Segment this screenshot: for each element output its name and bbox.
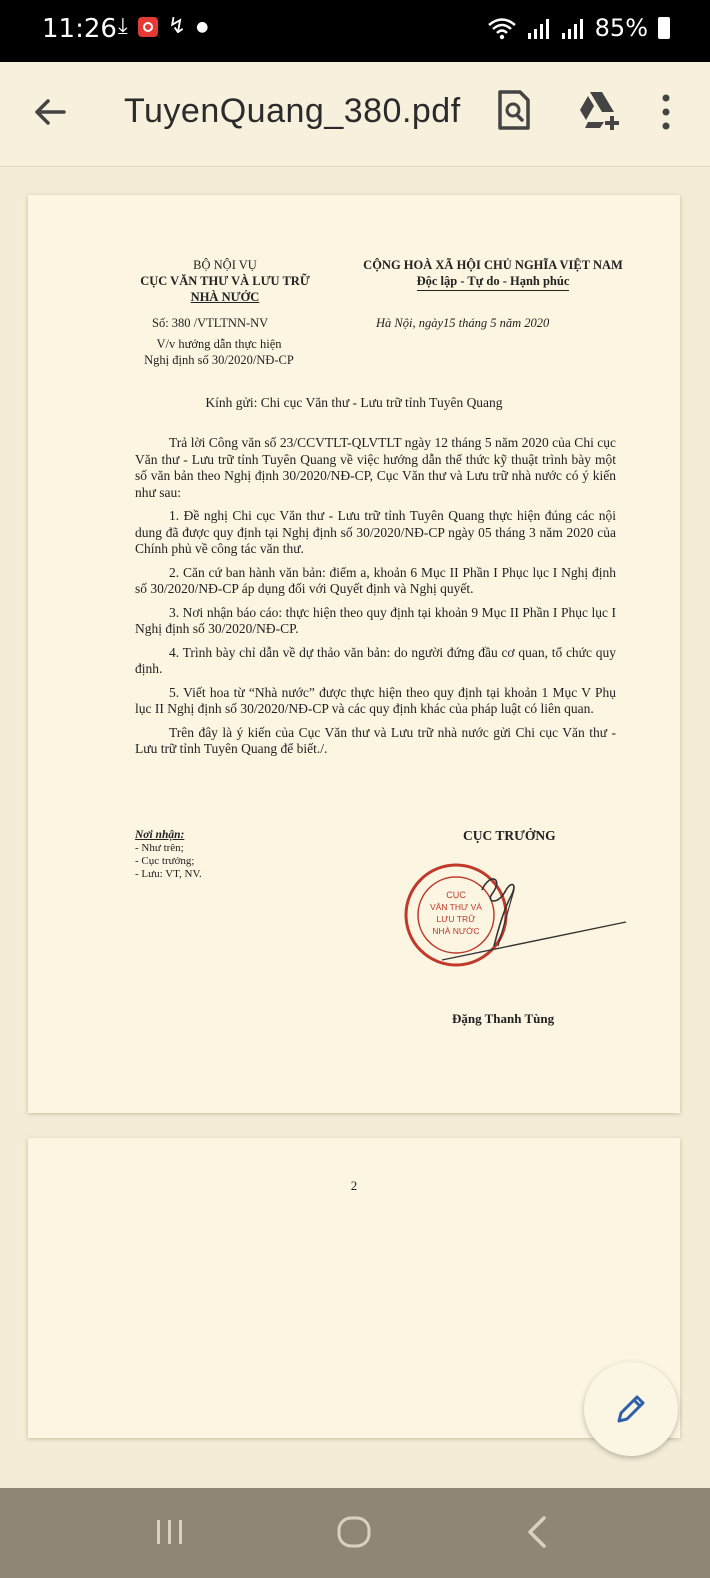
paragraph: Trên đây là ý kiến của Cục Văn thư và Lưu trữ nhà nước gửi Chi cục Văn thư - Lưu trữ tỉnh Tuyên Quang để biết./. [135, 724, 616, 756]
pencil-edit-icon [613, 1391, 649, 1427]
document-title: TuyenQuang_380.pdf [124, 92, 461, 130]
recipients-title: Nơi nhận: [135, 829, 185, 841]
screen-recorder-icon [138, 17, 158, 37]
seal-text-line: CỤC [446, 890, 466, 900]
add-to-drive-icon[interactable] [576, 88, 622, 132]
back-icon[interactable] [522, 1510, 552, 1554]
national-header [328, 257, 658, 291]
paragraph: 4. Trình bày chỉ dẫn về dự thảo văn bản: do người đứng đầu cơ quan, tổ chức quy định. [135, 644, 616, 676]
recipient-item: - Lưu: VT, NV. [135, 868, 202, 880]
agency-name-line1: CỤC VĂN THƯ VÀ LƯU TRỮ [140, 274, 310, 288]
wifi-icon [487, 16, 517, 40]
recipient-item: - Như trên; [135, 842, 184, 854]
status-bar [0, 0, 710, 62]
signer-title: CỤC TRƯỞNG [463, 828, 556, 843]
system-icons [487, 14, 670, 42]
pdf-page-1[interactable] [28, 195, 680, 1113]
app-bar [0, 62, 710, 167]
seal-text-line: LƯU TRỮ [436, 914, 476, 924]
recent-apps-icon[interactable] [152, 1510, 188, 1554]
document-subject [128, 336, 310, 368]
battery-percent: 85% [594, 14, 648, 42]
seal-text-line: VĂN THƯ VÀ [430, 902, 482, 912]
paragraph: 1. Đề nghị Chi cục Văn thư - Lưu trữ tỉnh Tuyên Quang thực hiện đúng các nội dung đã được quy định tại Nghị định số 30/2020/NĐ-CP ngày 05 tháng 3 năm 2020 của Chính phủ về công tác văn thư. [135, 508, 616, 556]
recipient-item: - Cục trưởng; [135, 855, 195, 867]
status-time: 11:26 [42, 14, 117, 44]
home-icon[interactable] [334, 1510, 374, 1554]
system-nav-bar [0, 1488, 710, 1578]
recipient-line: Kính gửi: Chi cục Văn thư - Lưu trữ tỉnh Tuyên Quang [205, 395, 503, 410]
download-done-icon: ⤓ [118, 14, 128, 39]
signer-name: Đặng Thanh Tùng [452, 1011, 555, 1026]
notification-icons [118, 14, 208, 39]
official-seal-and-signature [386, 850, 636, 980]
back-arrow-icon[interactable] [28, 90, 72, 134]
ministry-name: BỘ NỘI VỤ [193, 258, 257, 272]
more-notifications-dot-icon: ● [196, 18, 209, 35]
recipients-list [135, 829, 202, 881]
paragraph: 3. Nơi nhận báo cáo: thực hiện theo quy định tại khoản 9 Mục II Phần I Phục lục I Nghị định số 30/2020/NĐ-CP. [135, 604, 616, 636]
pdf-page-2[interactable] [28, 1138, 680, 1438]
nation-name: CỘNG HOÀ XÃ HỘI CHỦ NGHĨA VIỆT NAM [363, 258, 623, 272]
national-motto: Độc lập - Tự do - Hạnh phúc [417, 273, 570, 291]
paragraph: Trả lời Công văn số 23/CCVTLT-QLVTLT ngày 12 tháng 5 năm 2020 của Chi cục Văn thư - Lưu trữ tỉnh Tuyên Quang về việc hướng dẫn thể thức kỹ thuật trình bày một số văn bản theo Nghị định 30/2020/NĐ-CP, Cục Văn thư và Lưu trữ nhà nước có ý kiến như sau: [135, 435, 616, 500]
document-date: Hà Nội, ngày15 tháng 5 năm 2020 [376, 316, 550, 330]
more-vert-icon[interactable] [654, 88, 678, 136]
document-body [135, 435, 616, 765]
paragraph: 5. Viết hoa từ “Nhà nước” được thực hiện theo quy định tại khoản 1 Mục V Phụ lục II Nghị định số 30/2020/NĐ-CP và các quy định khác của pháp luật có liên quan. [135, 684, 616, 716]
page-number: 2 [350, 1178, 358, 1193]
battery-icon [658, 17, 670, 39]
seal-text-line: NHÀ NƯỚC [432, 926, 480, 936]
subject-line-1: V/v hướng dẫn thực hiện [156, 337, 282, 351]
edit-fab-button[interactable] [584, 1362, 678, 1456]
search-in-doc-icon[interactable] [494, 88, 534, 132]
issuing-agency [122, 257, 328, 305]
signal-2-icon [561, 17, 585, 39]
subject-line-2: Nghị định số 30/2020/NĐ-CP [144, 353, 294, 367]
missed-call-icon: ↯ [167, 14, 187, 39]
document-number: Số: 380 /VTLTNN-NV [152, 316, 269, 330]
paragraph: 2. Căn cứ ban hành văn bản: điểm a, khoản 6 Mục II Phần I Phục lục I Nghị định số 30/2020/NĐ-CP áp dụng đối với Quyết định và Nghị quyết. [135, 564, 616, 596]
signal-1-icon [527, 17, 551, 39]
agency-name-line2: NHÀ NƯỚC [190, 290, 260, 304]
